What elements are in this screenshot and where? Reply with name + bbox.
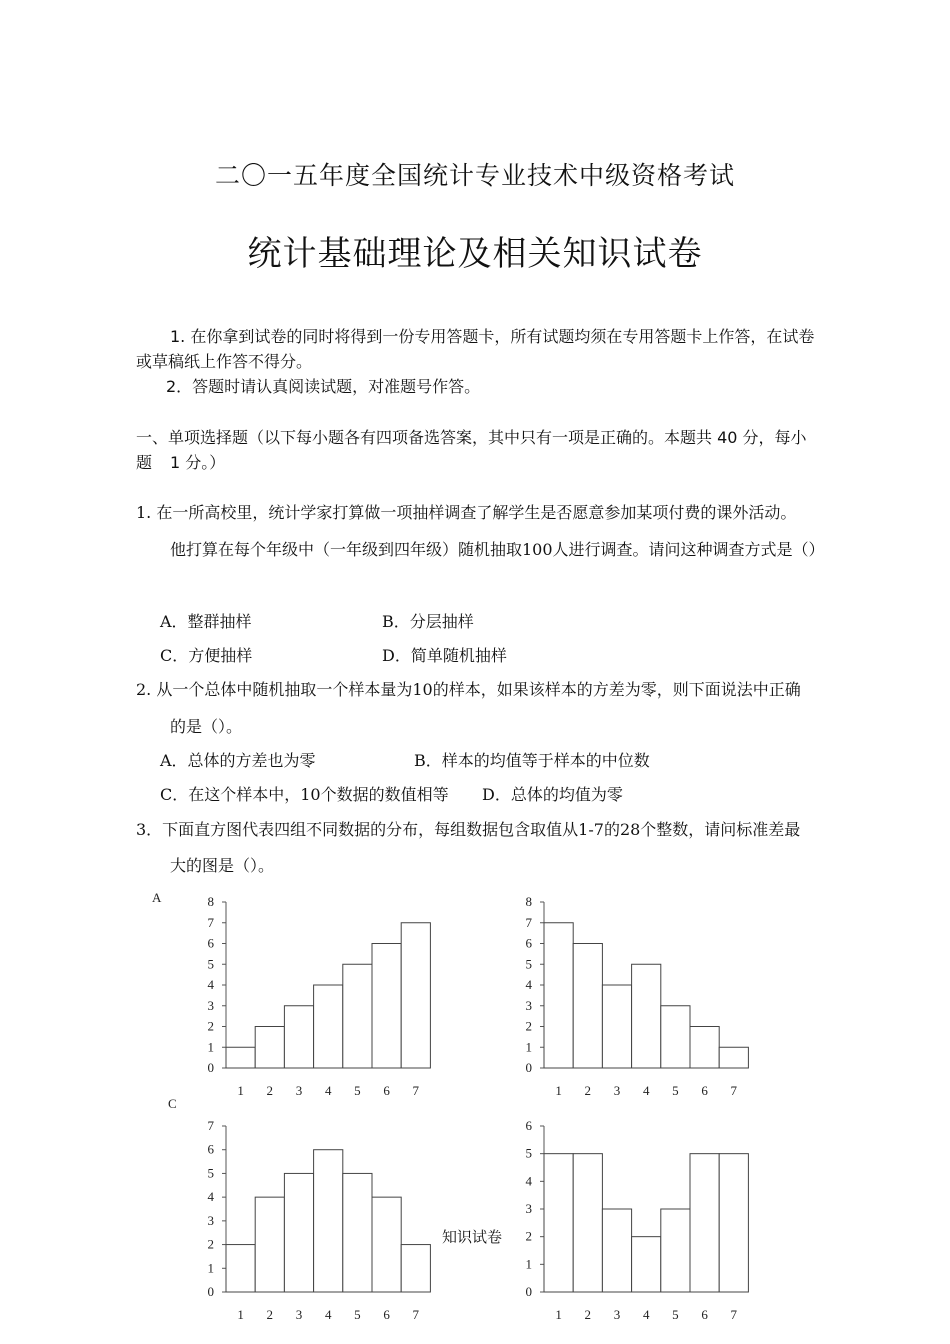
- histogram-bar: [372, 944, 401, 1069]
- q2-option-d: D．总体的均值为零: [482, 785, 623, 804]
- histogram-bar: [690, 1027, 719, 1069]
- y-tick-label: 6: [207, 935, 214, 951]
- x-tick-label: 1: [555, 1307, 562, 1322]
- x-tick-label: 5: [672, 1307, 679, 1322]
- histogram-bar: [573, 1154, 602, 1292]
- histogram-bar: [602, 985, 631, 1068]
- x-tick-label: 6: [383, 1307, 390, 1322]
- y-tick-label: 4: [207, 977, 214, 992]
- q1-option-a: A．整群抽样: [160, 612, 252, 631]
- x-tick-label: 7: [730, 1083, 738, 1098]
- x-tick-label: 6: [383, 1083, 390, 1098]
- x-tick-label: 4: [642, 1083, 650, 1098]
- histogram-bar: [719, 1047, 748, 1068]
- y-tick-label: 1: [207, 1039, 214, 1055]
- histogram-bar: [314, 1150, 343, 1292]
- exam-subtitle: 二〇一五年度全国统计专业技术中级资格考试: [214, 161, 735, 190]
- histogram-bar: [255, 1197, 284, 1292]
- x-tick-label: 7: [730, 1307, 738, 1322]
- histogram-bar: [719, 1154, 748, 1292]
- histogram-bar: [343, 964, 372, 1068]
- histogram-bar: [343, 1173, 372, 1292]
- q2-option-b: B．样本的均值等于样本的中位数: [414, 751, 650, 770]
- histogram-charts: [140, 880, 800, 1340]
- histogram-bar: [401, 1245, 430, 1292]
- y-tick-label: 5: [207, 1165, 214, 1181]
- histogram-bar: [284, 1006, 313, 1068]
- x-tick-label: 2: [584, 1307, 592, 1322]
- x-tick-label: 1: [237, 1083, 244, 1098]
- q1-line2: 他打算在每个年级中（一年级到四年级）随机抽取100人进行调查。请问这种调查方式是（）: [170, 540, 825, 559]
- section-heading-cont: 1 分。）: [170, 453, 226, 472]
- y-tick-label: 6: [207, 1141, 214, 1157]
- histogram-bar: [632, 1237, 661, 1292]
- x-tick-label: 4: [324, 1307, 332, 1322]
- y-tick-label: 8: [525, 894, 532, 909]
- y-tick-label: 7: [207, 1118, 214, 1133]
- y-tick-label: 2: [525, 1018, 532, 1034]
- x-tick-label: 6: [701, 1083, 708, 1098]
- q1-line1: 1. 在一所高校里，统计学家打算做一项抽样调查了解学生是否愿意参加某项付费的课外活动。: [136, 503, 797, 522]
- q3-line2: 大的图是（）。: [170, 856, 275, 875]
- y-tick-label: 2: [207, 1236, 214, 1252]
- histogram-bar: [401, 923, 430, 1068]
- y-tick-label: 1: [207, 1260, 214, 1276]
- q2-line1: 2. 从一个总体中随机抽取一个样本量为10的样本，如果该样本的方差为零，则下面说法中正确: [136, 680, 801, 699]
- x-tick-label: 5: [672, 1083, 679, 1098]
- y-tick-label: 3: [525, 1201, 532, 1216]
- histogram-bar: [602, 1209, 631, 1292]
- x-tick-label: 7: [412, 1307, 420, 1322]
- x-tick-label: 2: [584, 1083, 592, 1098]
- x-tick-label: 5: [354, 1083, 361, 1098]
- y-tick-label: 3: [525, 997, 532, 1013]
- instruction-1: 1. 在你拿到试卷的同时将得到一份专用答题卡，所有试题均须在专用答题卡上作答，在试卷或草稿纸上作答不得分。: [136, 327, 815, 371]
- y-tick-label: 7: [207, 914, 214, 930]
- y-tick-label: 0: [207, 1284, 214, 1299]
- y-tick-label: 3: [207, 997, 214, 1013]
- histogram-bar: [226, 1245, 255, 1292]
- histogram-bar: [544, 923, 573, 1068]
- y-tick-label: 5: [525, 1145, 532, 1161]
- histogram-bar: [226, 1047, 255, 1068]
- q1-option-d: D．简单随机抽样: [382, 646, 507, 665]
- x-tick-label: 3: [295, 1083, 303, 1098]
- watermark-fragment: 知识试卷: [442, 1228, 503, 1246]
- x-tick-label: 1: [555, 1083, 562, 1098]
- x-tick-label: 4: [324, 1083, 332, 1098]
- y-tick-label: 8: [207, 894, 214, 909]
- histogram-bar: [661, 1209, 690, 1292]
- q1-option-c: C．方便抽样: [160, 646, 253, 665]
- histogram-bar: [573, 944, 602, 1069]
- histogram-bar: [314, 985, 343, 1068]
- x-tick-label: 4: [642, 1307, 650, 1322]
- histogram-bar: [632, 964, 661, 1068]
- instruction-2: 2．答题时请认真阅读试题，对准题号作答。: [166, 377, 481, 396]
- y-tick-label: 5: [207, 956, 214, 972]
- x-tick-label: 2: [266, 1083, 274, 1098]
- y-tick-label: 0: [207, 1060, 214, 1075]
- x-tick-label: 3: [295, 1307, 303, 1322]
- y-tick-label: 0: [525, 1284, 532, 1299]
- q2-option-c: C．在这个样本中，10个数据的数值相等: [160, 785, 449, 804]
- x-tick-label: 7: [412, 1083, 420, 1098]
- histogram-bar: [255, 1027, 284, 1069]
- x-tick-label: 6: [701, 1307, 708, 1322]
- q2-line2: 的是（）。: [170, 717, 243, 736]
- histogram-bar: [690, 1154, 719, 1292]
- y-tick-label: 4: [207, 1189, 214, 1205]
- y-tick-label: 2: [525, 1228, 532, 1244]
- histogram-bar: [544, 1154, 573, 1292]
- y-tick-label: 4: [525, 1173, 532, 1189]
- y-tick-label: 0: [525, 1060, 532, 1075]
- chart-label: C: [168, 1096, 177, 1111]
- q3-line1: 3．下面直方图代表四组不同数据的分布，每组数据包含取值从1-7的28个整数，请问标准差最: [136, 820, 801, 839]
- y-tick-label: 5: [525, 956, 532, 972]
- q2-option-a: A．总体的方差也为零: [160, 751, 316, 770]
- y-tick-label: 3: [207, 1212, 214, 1228]
- histogram-bar: [372, 1197, 401, 1292]
- y-tick-label: 1: [525, 1039, 532, 1055]
- x-tick-label: 2: [266, 1307, 274, 1322]
- exam-title: 统计基础理论及相关知识试卷: [247, 234, 703, 274]
- x-tick-label: 5: [354, 1307, 361, 1322]
- x-tick-label: 1: [237, 1307, 244, 1322]
- x-tick-label: 3: [613, 1083, 621, 1098]
- y-tick-label: 2: [207, 1018, 214, 1034]
- x-tick-label: 3: [613, 1307, 621, 1322]
- histogram-bar: [661, 1006, 690, 1068]
- chart-label: A: [152, 890, 162, 905]
- y-tick-label: 7: [525, 914, 532, 930]
- y-tick-label: 4: [525, 977, 532, 992]
- y-tick-label: 6: [525, 1118, 532, 1133]
- y-tick-label: 1: [525, 1256, 532, 1272]
- q1-option-b: B．分层抽样: [382, 612, 474, 631]
- histogram-bar: [284, 1173, 313, 1292]
- section-heading: 一、单项选择题（以下每小题各有四项备选答案，其中只有一项是正确的。本题共 40 分，每小题: [136, 428, 807, 472]
- y-tick-label: 6: [525, 935, 532, 951]
